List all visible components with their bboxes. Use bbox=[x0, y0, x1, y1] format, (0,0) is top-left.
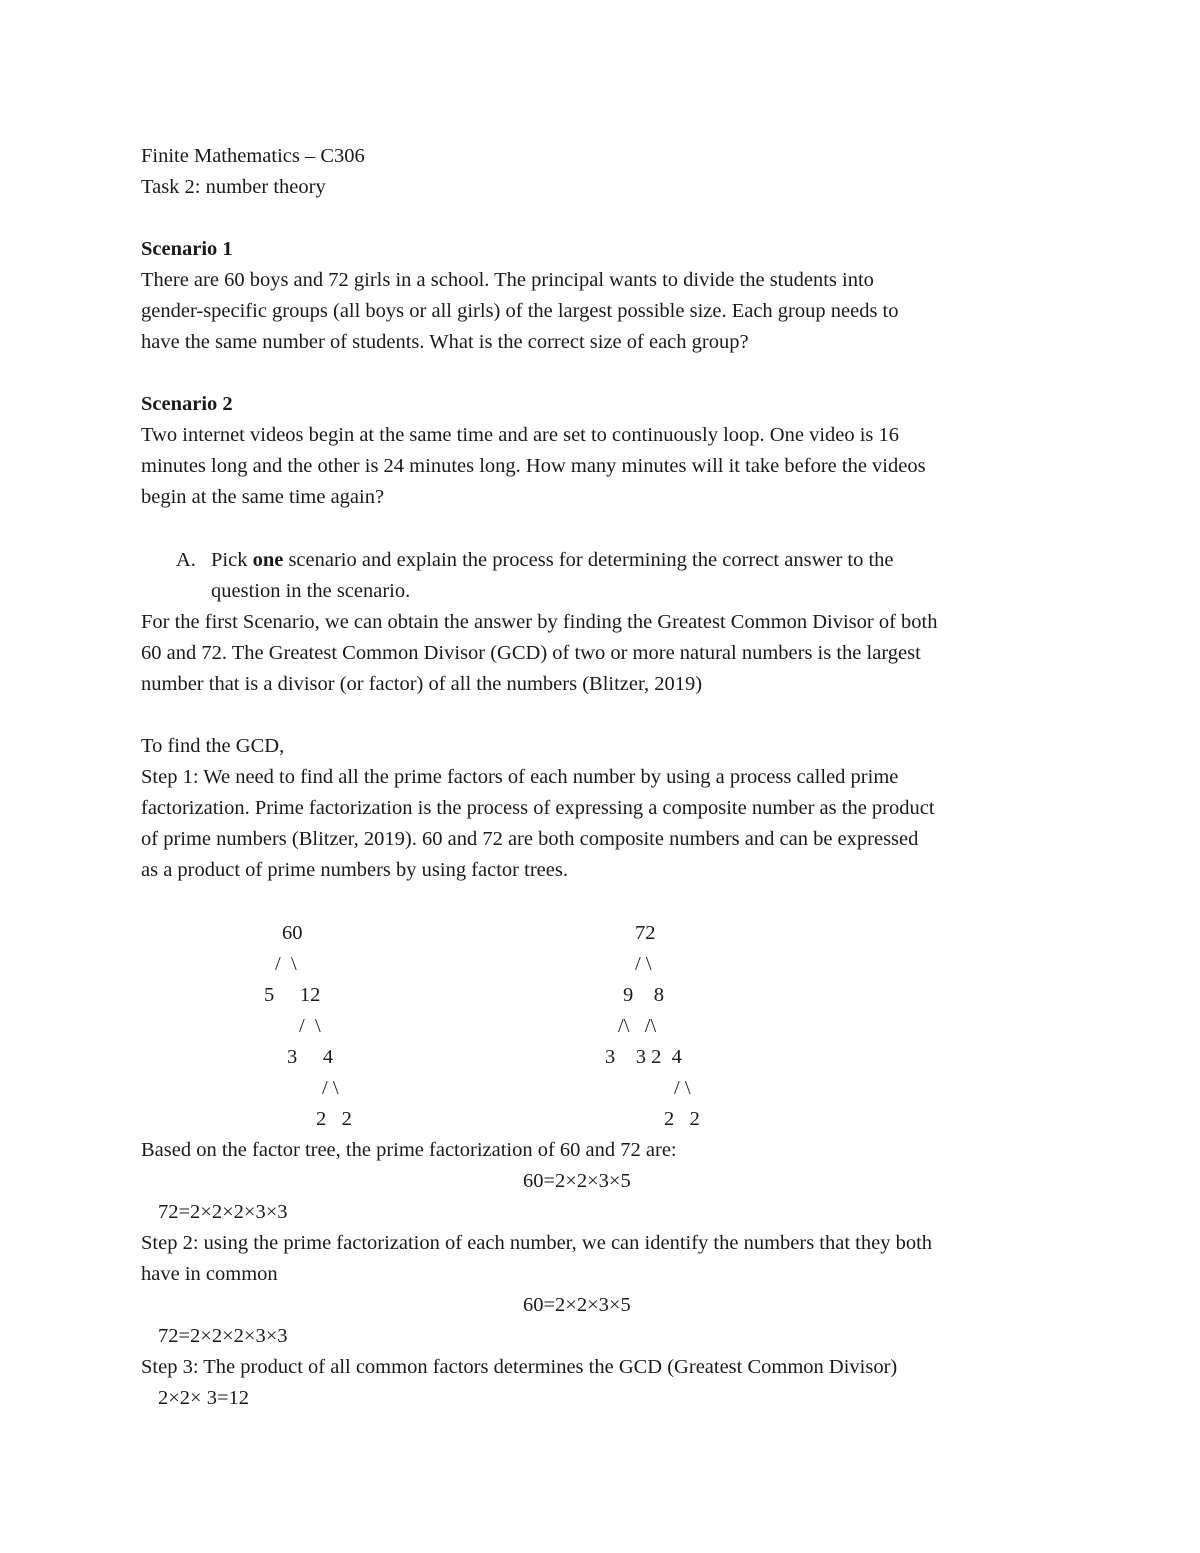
step-1-line: of prime numbers (Blitzer, 2019). 60 and 72 are both composite numbers and can be expressed bbox=[141, 828, 919, 850]
scenario-2-heading: Scenario 2 bbox=[141, 393, 233, 415]
step-2-line: Step 2: using the prime factorization of each number, we can identify the numbers that they both bbox=[141, 1232, 933, 1254]
tree-60-branch: / \ bbox=[299, 1015, 321, 1037]
step-2-line: have in common bbox=[141, 1263, 278, 1285]
tree-60-node: 3 4 bbox=[287, 1046, 334, 1068]
answer-intro-line: For the first Scenario, we can obtain the answer by finding the Greatest Common Divisor of both bbox=[141, 611, 938, 633]
task-a-prompt bbox=[211, 546, 894, 574]
tree-60-node: 2 2 bbox=[316, 1108, 352, 1130]
step-3-line: Step 3: The product of all common factors determines the GCD (Greatest Common Divisor) bbox=[141, 1356, 898, 1378]
task-title: Task 2: number theory bbox=[141, 176, 326, 198]
answer-intro-line: number that is a divisor (or factor) of all the numbers (Blitzer, 2019) bbox=[141, 673, 703, 695]
task-a-marker: A. bbox=[176, 549, 196, 571]
step-1-line: factorization. Prime factorization is the process of expressing a composite number as the product bbox=[141, 797, 935, 819]
tree-60-branch: / \ bbox=[322, 1077, 339, 1099]
task-a-post: scenario and explain the process for determining the correct answer to the bbox=[283, 549, 894, 571]
course-title: Finite Mathematics – C306 bbox=[141, 145, 365, 167]
tree-72-node: 2 2 bbox=[664, 1108, 700, 1130]
scenario-2-line: begin at the same time again? bbox=[141, 486, 385, 508]
tree-72-branch: / \ bbox=[674, 1077, 691, 1099]
scenario-1-line: have the same number of students. What is the correct size of each group? bbox=[141, 331, 749, 353]
tree-72-branch: /\ /\ bbox=[618, 1015, 657, 1037]
task-a-prompt-line2: question in the scenario. bbox=[211, 580, 411, 602]
scenario-1-line: gender-specific groups (all boys or all girls) of the largest possible size. Each group needs to bbox=[141, 300, 899, 322]
scenario-2-line: Two internet videos begin at the same time and are set to continuously loop. One video is 16 bbox=[141, 424, 900, 446]
to-find-gcd: To find the GCD, bbox=[141, 735, 285, 757]
step-1-line: Step 1: We need to find all the prime factors of each number by using a process called prime bbox=[141, 766, 899, 788]
scenario-2-line: minutes long and the other is 24 minutes long. How many minutes will it take before the videos bbox=[141, 455, 926, 477]
tree-72-branch: / \ bbox=[635, 953, 652, 975]
step-1-line: as a product of prime numbers by using factor trees. bbox=[141, 859, 568, 881]
tree-72-node: 72 bbox=[635, 922, 656, 944]
based-on-tree: Based on the factor tree, the prime factorization of 60 and 72 are: bbox=[141, 1139, 677, 1161]
factorization-60: 60=2×2×3×5 bbox=[523, 1170, 631, 1192]
scenario-1-heading: Scenario 1 bbox=[141, 238, 233, 260]
task-a-bold: one bbox=[252, 549, 284, 571]
factorization-72-common: 72=2×2×2×3×3 bbox=[158, 1325, 288, 1347]
scenario-1-line: There are 60 boys and 72 girls in a school. The principal wants to divide the students into bbox=[141, 269, 874, 291]
tree-60-node: 5 12 bbox=[264, 984, 321, 1006]
task-a-pre: Pick bbox=[211, 549, 253, 571]
answer-intro-line: 60 and 72. The Greatest Common Divisor (GCD) of two or more natural numbers is the largest bbox=[141, 642, 921, 664]
factorization-60-common: 60=2×2×3×5 bbox=[523, 1294, 631, 1316]
factorization-72: 72=2×2×2×3×3 bbox=[158, 1201, 288, 1223]
tree-60-node: 60 bbox=[282, 922, 303, 944]
tree-60-branch: / \ bbox=[275, 953, 297, 975]
tree-72-node: 3 3 2 4 bbox=[605, 1046, 682, 1068]
tree-72-node: 9 8 bbox=[623, 984, 664, 1006]
gcd-result: 2×2× 3=12 bbox=[158, 1387, 250, 1409]
